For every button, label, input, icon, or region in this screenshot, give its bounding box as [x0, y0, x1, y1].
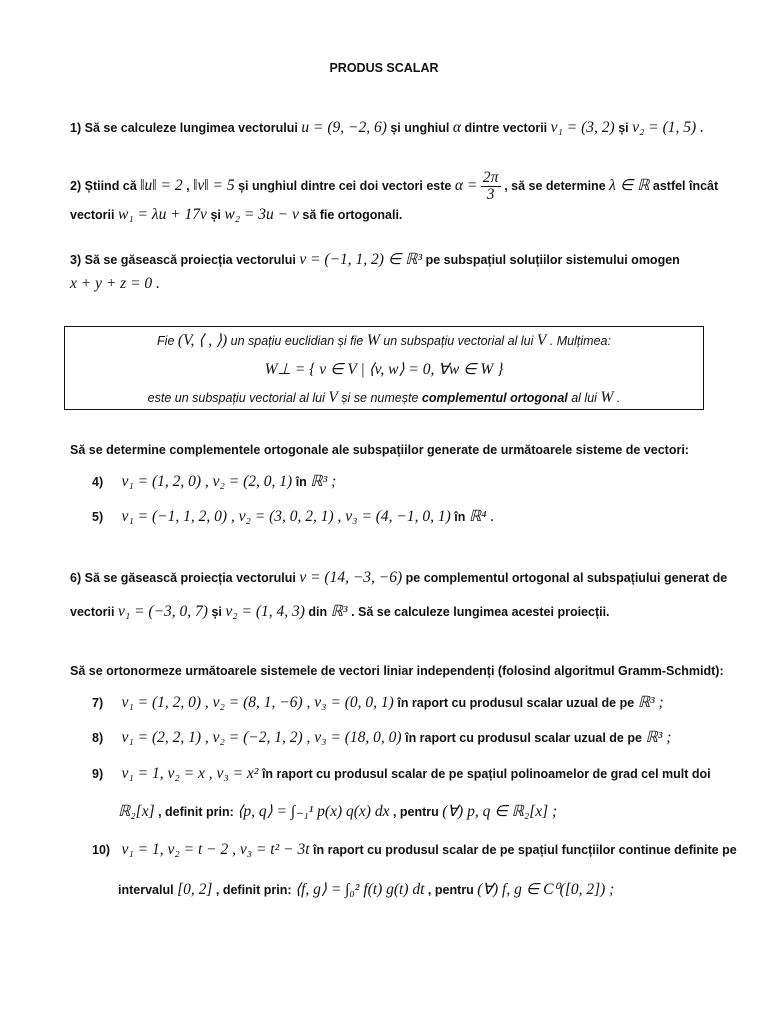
math: W — [366, 332, 380, 349]
math: (∀) f, g ∈ C⁰([0, 2]) ; — [477, 881, 615, 898]
math: v₁ = (2, 2, 1) , v₂ = (−2, 1, 2) , v₃ = (18, 0, 0) — [121, 729, 402, 746]
math: u = (9, −2, 6) — [301, 119, 387, 136]
text: în raport cu produsul scalar de pe spațiul funcțiilor continue definite pe — [313, 843, 737, 857]
problem-9 — [92, 764, 711, 784]
text: în — [454, 510, 466, 524]
problem-7 — [92, 693, 664, 713]
problem-10 — [92, 840, 737, 860]
math: ℝ⁴ . — [468, 508, 495, 525]
problem-5 — [92, 507, 494, 527]
math: ℝ³ ; — [637, 694, 664, 711]
problem-number: 2) — [70, 178, 82, 193]
problem-number: 10) — [92, 843, 111, 857]
text: , pentru — [392, 805, 439, 819]
text: Știind că — [84, 178, 137, 193]
problem-2-line-2 — [70, 205, 402, 225]
math: α — [452, 119, 462, 136]
problem-9-line-2 — [118, 802, 557, 822]
problem-8 — [92, 728, 671, 748]
math: ‖u‖ = 2 — [140, 176, 183, 194]
page-title: PRODUS SCALAR — [329, 61, 439, 75]
math: ⟨p, q⟩ = ∫₋₁¹ p(x) q(x) dx — [237, 803, 390, 820]
text: vectorii — [70, 208, 115, 222]
problem-number: 7) — [92, 696, 104, 710]
text: și unghiul — [390, 121, 450, 135]
text: să fie ortogonali. — [302, 208, 403, 222]
text: astfel încât — [652, 178, 719, 193]
text: dintre vectorii — [464, 121, 548, 135]
math: V — [536, 332, 547, 349]
problem-number: 3) — [70, 253, 82, 267]
math: v₁ = (1, 2, 0) , v₂ = (2, 0, 1) — [121, 473, 293, 490]
math: v = (14, −3, −6) — [299, 569, 403, 586]
text: din — [308, 605, 328, 619]
math: v₂ = (1, 4, 3) — [225, 603, 305, 620]
math: (V, ⟨ , ⟩) — [177, 332, 228, 349]
text: în raport cu produsul scalar uzual de pe — [397, 696, 635, 710]
text-emphasis: complementul ortogonal — [421, 391, 568, 405]
fraction-denominator: 3 — [486, 186, 495, 203]
problem-number: 5) — [92, 510, 104, 524]
text: Să se calculeze lungimea vectorului — [84, 121, 298, 135]
math: α = — [454, 176, 478, 194]
problem-2 — [70, 170, 718, 203]
problem-3 — [70, 250, 680, 270]
text: . Mulțimea: — [549, 334, 611, 348]
math: ℝ³ ; — [645, 729, 672, 746]
math: w₂ = 3u − v — [224, 206, 299, 223]
text: , definit prin: — [158, 805, 234, 819]
text: . — [616, 391, 621, 405]
math: W — [600, 389, 614, 406]
math: (∀) p, q ∈ ℝ₂[x] ; — [442, 803, 558, 820]
text: , definit prin: — [215, 883, 292, 897]
problem-6-line-2 — [70, 602, 610, 622]
fraction — [481, 170, 501, 203]
math: w₁ = λu + 17v — [117, 206, 207, 223]
text: , — [186, 178, 190, 193]
math: ℝ³ ; — [310, 473, 337, 490]
math: ℝ₂[x] — [118, 803, 155, 820]
text: pe complementul ortogonal al subspațiului generat de — [405, 571, 728, 585]
text: al lui — [571, 391, 597, 405]
section-intro-1: Să se determine complementele ortogonale ale subspațiilor generate de următoarele sisteme de vectori: — [70, 443, 689, 457]
text: și unghiul dintre cei doi vectori este — [238, 178, 452, 193]
text: și — [211, 605, 222, 619]
text: și — [210, 208, 221, 222]
math: [0, 2] — [177, 881, 213, 898]
problem-1 — [70, 118, 704, 138]
definition-line-1 — [64, 331, 704, 351]
math: V — [328, 389, 338, 406]
text: Să se găsească proiecția vectorului — [84, 571, 296, 585]
text: . Să se calculeze lungimea acestei proiecții. — [351, 605, 610, 619]
problem-3-line-2 — [70, 274, 160, 294]
math: v₁ = (3, 2) — [550, 119, 615, 136]
definition-formula — [64, 360, 704, 380]
text: , să se determine — [504, 178, 606, 193]
math: ⟨f, g⟩ = ∫₀² f(t) g(t) dt — [295, 881, 425, 898]
math: v₁ = 1, v₂ = t − 2 , v₃ = t² − 3t — [121, 841, 310, 858]
text: în — [295, 475, 307, 489]
problem-number: 8) — [92, 731, 104, 745]
fraction-numerator: 2π — [482, 169, 499, 186]
math: v₁ = (−3, 0, 7) — [117, 603, 208, 620]
math: v₁ = 1, v₂ = x , v₃ = x² — [121, 765, 259, 782]
math: v = (−1, 1, 2) ∈ ℝ³ — [299, 251, 423, 268]
math: ‖v‖ = 5 — [193, 176, 235, 194]
problem-number: 1) — [70, 121, 82, 135]
text: intervalul — [118, 883, 174, 897]
problem-number: 4) — [92, 475, 104, 489]
text: este un subspațiu vectorial al lui — [147, 391, 325, 405]
math: v₂ = (1, 5) . — [632, 119, 704, 136]
problem-10-line-2 — [118, 880, 614, 900]
definition-line-3 — [64, 388, 704, 408]
problem-number: 9) — [92, 767, 104, 781]
text: un spațiu euclidian și fie — [230, 334, 364, 348]
problem-number: 6) — [70, 571, 82, 585]
problem-6 — [70, 568, 727, 588]
text: vectorii — [70, 605, 115, 619]
text: în raport cu produsul scalar uzual de pe — [405, 731, 642, 745]
math: v₁ = (1, 2, 0) , v₂ = (8, 1, −6) , v₃ = (0, 0, 1) — [121, 694, 394, 711]
problem-4 — [92, 472, 336, 492]
math: W⊥ = { v ∈ V | ⟨v, w⟩ = 0, ∀w ∈ W } — [264, 361, 504, 378]
text: , pentru — [427, 883, 474, 897]
text: un subspațiu vectorial al lui — [383, 334, 534, 348]
text: pe subspațiul soluțiilor sistemului omogen — [425, 253, 680, 267]
text: în raport cu produsul scalar de pe spațiul polinoamelor de grad cel mult doi — [261, 767, 711, 781]
math: λ ∈ ℝ — [609, 176, 650, 194]
text: Să se găsească proiecția vectorului — [84, 253, 296, 267]
text: și — [618, 121, 629, 135]
text: Fie — [157, 334, 175, 348]
math: v₁ = (−1, 1, 2, 0) , v₂ = (3, 0, 2, 1) , v₃ = (4, −1, 0, 1) — [121, 508, 451, 525]
math: x + y + z = 0 . — [70, 275, 160, 292]
text: și se numește — [341, 391, 419, 405]
math: ℝ³ — [330, 603, 348, 620]
section-intro-2: Să se ortonormeze următoarele sistemele de vectori liniar independenți (folosind algoritmul Gramm-Schmidt): — [70, 664, 724, 678]
